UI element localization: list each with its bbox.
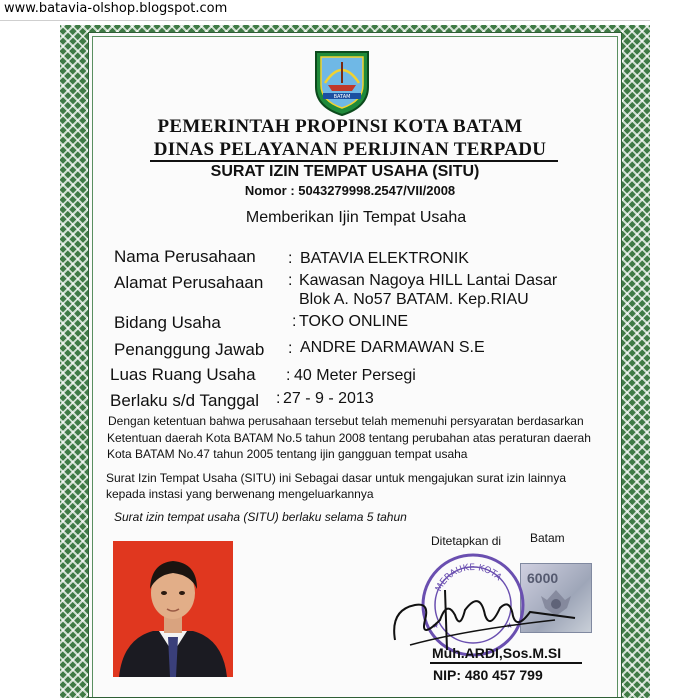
person-portrait-icon: [113, 541, 233, 677]
paragraph-1-line-3: Kota BATAM No.47 tahun 2005 tentang ijin gangguan tempat usaha: [107, 447, 468, 461]
paragraph-2-line-2: kepada instasi yang berwenang mengeluarkannya: [106, 487, 374, 501]
company-address-line-1: Kawasan Nagoya HILL Lantai Dasar: [299, 272, 558, 289]
seal-text: MERAUKE KOTA: [434, 562, 504, 594]
company-address-label: Alamat Perusahaan: [114, 273, 264, 292]
grant-statement: Memberikan Ijin Tempat Usaha: [245, 209, 467, 226]
validity-note: Surat izin tempat usaha (SITU) berlaku selama 5 tahun: [114, 510, 407, 524]
floor-area-value: 40 Meter Persegi: [294, 367, 416, 384]
person-in-charge-colon: :: [288, 340, 293, 357]
revenue-stamp-value: 6000: [527, 570, 559, 586]
emblem-text: BATAM: [333, 94, 351, 100]
business-field-colon: :: [292, 313, 297, 330]
business-field-label: Bidang Usaha: [114, 313, 221, 332]
person-in-charge-label: Penanggung Jawab: [114, 340, 265, 359]
paragraph-1-line-1: Dengan ketentuan bahwa perusahaan tersebut telah memenuhi persyaratan berdasarkan: [108, 414, 584, 428]
paragraph-2-line-1: Surat Izin Tempat Usaha (SITU) ini Sebagai dasar untuk mengajukan surat izin lainnya: [106, 471, 567, 485]
svg-text:★: ★: [506, 621, 514, 630]
valid-until-colon: :: [276, 390, 281, 407]
document-number: Nomor : 5043279998.2547/VII/2008: [244, 183, 456, 198]
document-title: SURAT IZIN TEMPAT USAHA (SITU): [210, 163, 480, 180]
person-in-charge-value: ANDRE DARMAWAN S.E: [300, 339, 485, 356]
valid-until-label: Berlaku s/d Tanggal: [110, 391, 260, 410]
holder-photo: [113, 541, 233, 677]
company-name-colon: :: [288, 250, 293, 267]
government-title: PEMERINTAH PROPINSI KOTA BATAM: [157, 116, 523, 137]
svg-text:★: ★: [432, 621, 440, 630]
issued-place: Batam: [530, 531, 565, 545]
paragraph-1-line-2: Ketentuan daerah Kota BATAM No.5 tahun 2008 tentang perubahan atas peraturan daerah: [107, 431, 591, 445]
agency-title-underline: [150, 160, 558, 162]
company-name-label: Nama Perusahaan: [114, 247, 256, 266]
floor-area-colon: :: [286, 367, 291, 384]
agency-title: DINAS PELAYANAN PERIJINAN TERPADU: [153, 139, 547, 160]
city-emblem-icon: [313, 49, 371, 117]
official-name: Muh.ARDI,Sos.M.SI: [432, 645, 562, 661]
official-name-underline: [430, 662, 582, 664]
url-bar[interactable]: [0, 0, 650, 21]
official-nip: NIP: 480 457 799: [433, 667, 543, 683]
url-text: www.batavia-olshop.blogspot.com: [4, 1, 228, 16]
company-address-colon: :: [288, 272, 293, 289]
company-name-value: BATAVIA ELEKTRONIK: [300, 250, 469, 267]
company-address-line-2: Blok A. No57 BATAM. Kep.RIAU: [299, 291, 529, 308]
issued-at-label: Ditetapkan di: [431, 534, 502, 548]
floor-area-label: Luas Ruang Usaha: [110, 365, 256, 384]
valid-until-value: 27 - 9 - 2013: [283, 390, 374, 407]
business-field-value: TOKO ONLINE: [299, 313, 409, 330]
